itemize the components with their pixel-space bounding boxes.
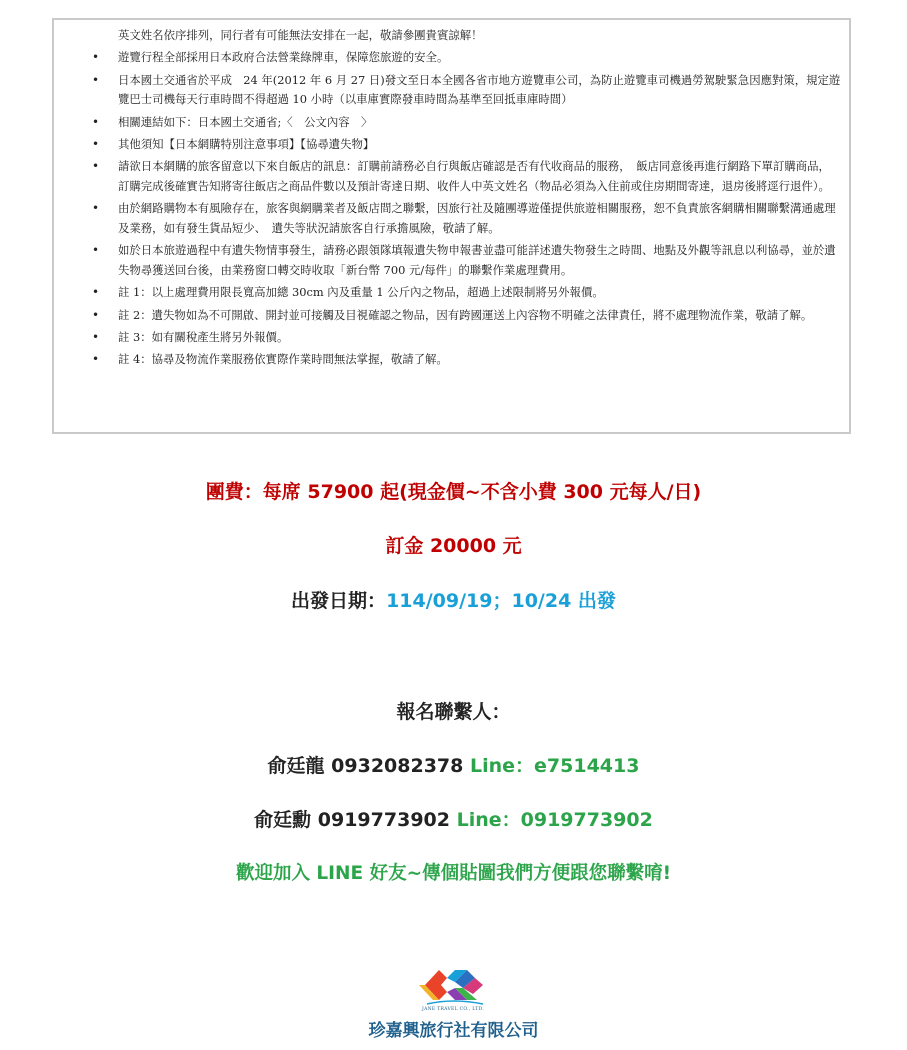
list-item-text: 如於日本旅遊過程中有遺失物情事發生，請務必跟領隊填報遺失物申報書並盡可能詳述遺失物發生之時間、地點及外觀等訊息以利協尋，並於遺失物尋獲送回台後，由業務窗口轉交時收取「新台幣 700 元/每件」的聯繫作業處理費用。 (118, 243, 836, 277)
contact-person-1 (0, 753, 907, 779)
list-item (54, 71, 849, 110)
company-logo-icon (405, 960, 501, 1008)
list-item (54, 283, 849, 303)
bullet-icon: • (92, 243, 100, 258)
list-item-text: 遊覽行程全部採用日本政府合法營業綠牌車，保障您旅遊的安全。 (118, 50, 449, 65)
list-item-text: 請欲日本網購的旅客留意以下來自飯店的訊息：訂購前請務必自行與飯店確認是否有代收商品的服務， 飯店同意後再進行網路下單訂購商品，訂購完成後確實告知將寄往飯店之商品件數以及預計寄達日期、收件人中英文姓名（物品必須為入住前或住房期間寄達，退房後將逕行退件）。 (118, 159, 830, 193)
contact-line-id: Line：0919773902 (456, 809, 653, 831)
notice-list (54, 26, 849, 373)
list-item (54, 306, 849, 326)
notice-intro-text: 英文姓名依序排列，同行者有可能無法安排在一起，敬請參團貴賓諒解！ (118, 28, 483, 42)
logo-text: JANE TRAVEL CO., LTD. (421, 1007, 485, 1012)
notice-box (52, 18, 851, 434)
list-item-text: 註 2：遺失物如為不可開啟、開封並可接觸及目視確認之物品，因有跨國運送上內容物不明確之法律責任，將不處理物流作業，敬請了解。 (118, 307, 813, 322)
list-item-text: 日本國土交通省於平成 24 年(2012 年 6 月 27 日)發文至日本全國各省市地方遊覽車公司，為防止遊覽車司機過勞駕駛緊急因應對策，規定遊覽巴士司機每天行車時間不得超過 10 小時（以車庫實際發車時間為基準至回抵車庫時間） (118, 72, 841, 107)
company-name: 珍嘉興旅行社有限公司 (368, 1021, 539, 1041)
list-item-text[interactable]: 其他須知【日本網購特別注意事項】【協尋遺失物】 (118, 137, 375, 152)
list-item-text: 註 3：如有關稅產生將另外報價。 (118, 329, 289, 344)
list-item-text[interactable]: 相關連結如下：日本國土交通省;〈 公文內容 〉 (118, 114, 373, 129)
contact-line-id: Line：e7514413 (469, 755, 640, 777)
list-item (54, 48, 849, 68)
list-item (54, 350, 849, 370)
bullet-icon: • (92, 352, 100, 367)
contact-name-phone: 俞廷龍 0932082378 (267, 755, 470, 777)
contact-title: 報名聯繫人： (396, 701, 511, 723)
list-item (54, 113, 849, 133)
tour-fee: 團費：每席 57900 起(現金價~不含小費 300 元每人/日) (205, 481, 702, 503)
line-welcome-message: 歡迎加入 LINE 好友~傳個貼圖我們方便跟您聯繫唷! (235, 863, 672, 884)
list-item (54, 135, 849, 155)
list-item-text: 註 1：以上處理費用限長寬高加總 30cm 內及重量 1 公斤內之物品，超過上述限制將另外報價。 (118, 285, 604, 300)
list-item (54, 328, 849, 348)
bullet-icon: • (92, 72, 100, 87)
bullet-icon: • (92, 114, 100, 129)
bullet-icon: • (92, 137, 100, 152)
bullet-icon: • (92, 50, 100, 65)
company-logo (405, 960, 501, 1018)
departure-label: 出發日期： (291, 590, 387, 612)
contact-person-2 (0, 807, 907, 833)
bullet-icon: • (92, 285, 100, 300)
bullet-icon: • (92, 201, 100, 216)
list-item-text: 由於網路購物本有風險存在，旅客與網購業者及飯店間之聯繫，因旅行社及隨團導遊僅提供旅遊相關服務，恕不負責旅客網購相關聯繫溝通處理及業務，如有發生貨品短少、 遺失等狀況請旅客自行承擔風險，敬請了解。 (118, 201, 836, 235)
contact-name-phone: 俞廷勳 0919773902 (254, 809, 457, 831)
list-item (54, 241, 849, 280)
list-item (54, 199, 849, 238)
bullet-icon: • (92, 307, 100, 322)
bullet-icon: • (92, 329, 100, 344)
list-item (54, 157, 849, 196)
bullet-icon: • (92, 159, 100, 174)
deposit: 訂金 20000 元 (385, 535, 522, 557)
list-item-text: 註 4：協尋及物流作業服務依實際作業時間無法掌握，敬請了解。 (118, 352, 448, 367)
departure-date (0, 588, 907, 614)
departure-dates: 114/09/19；10/24 (386, 590, 572, 612)
notice-intro (54, 26, 849, 46)
departure-suffix: 出發 (571, 590, 616, 612)
